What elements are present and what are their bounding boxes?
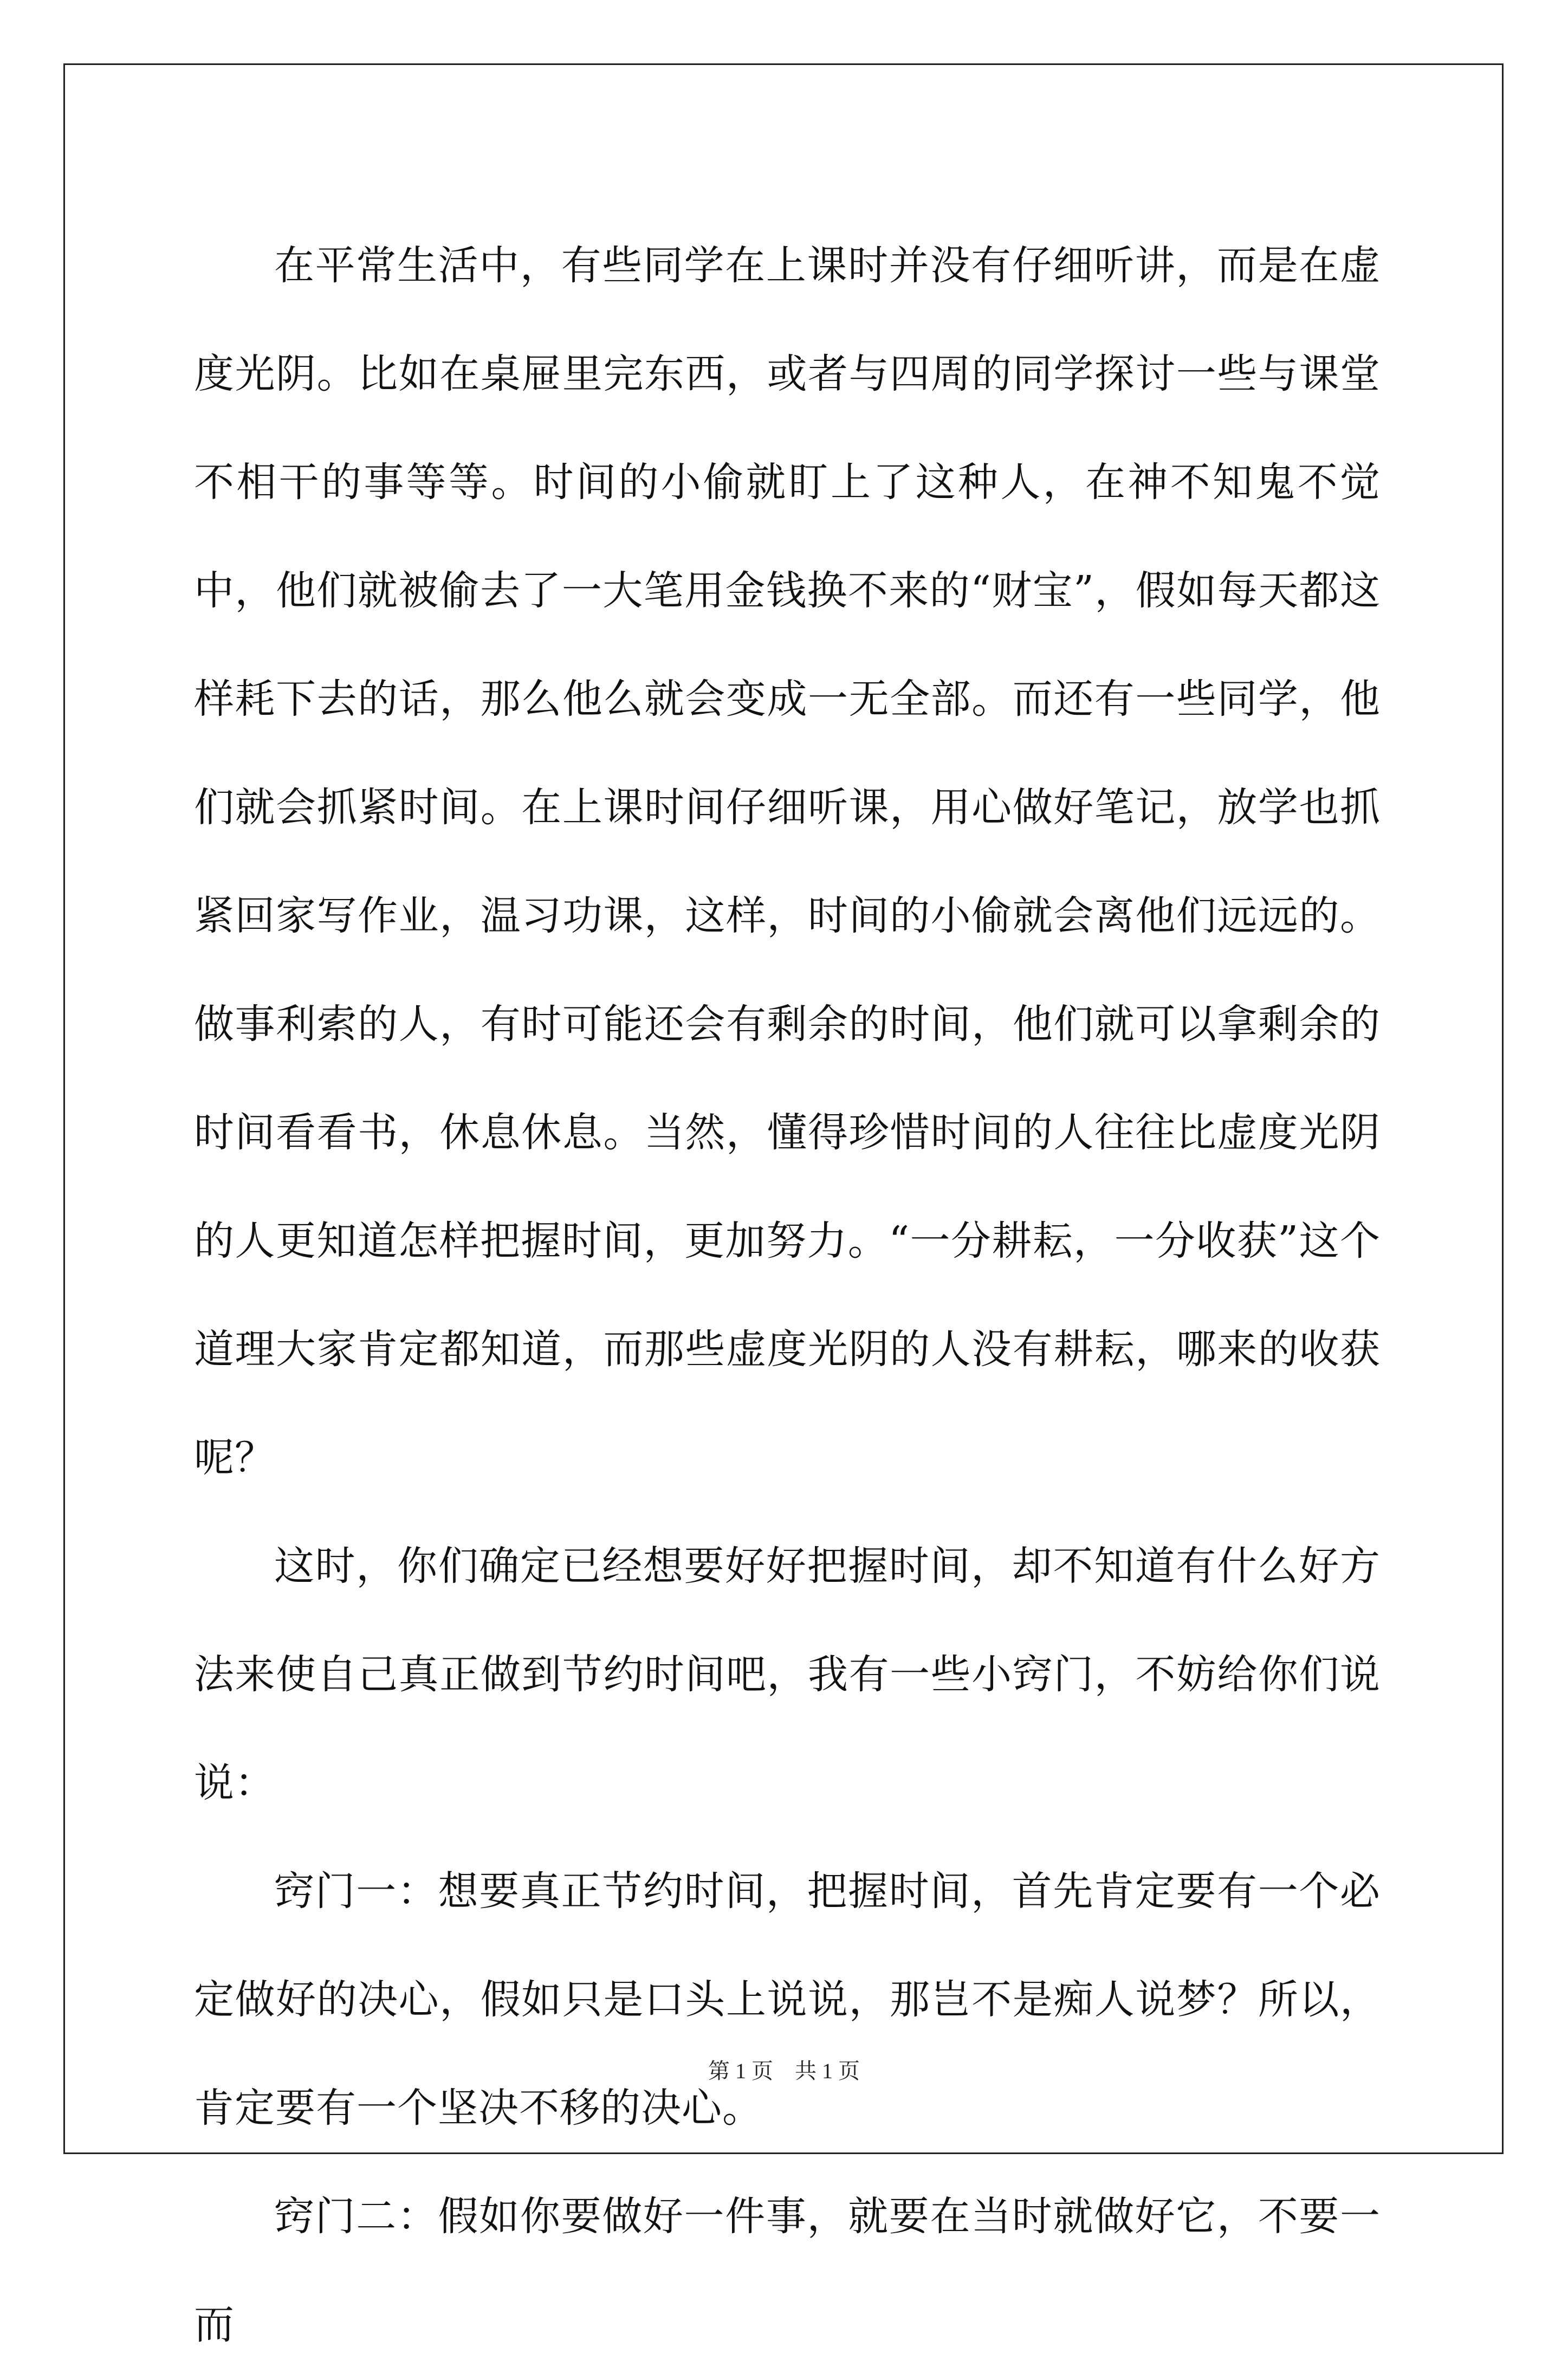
paragraph-4: 窍门二：假如你要做好一件事，就要在当时就做好它，不要一而 — [194, 2193, 1381, 2348]
paragraph-2: 这时，你们确定已经想要好好把握时间，却不知道有什么好方法来使自己真正做到节约时间吧，我有一些小窍门，不妨给你们说说： — [194, 1543, 1381, 1806]
page-footer: 第 1 页 共 1 页 — [708, 2059, 860, 2083]
paragraph-3: 窍门一：想要真正节约时间，把握时间，首先肯定要有一个必定做好的决心，假如只是口头上说说，那岂不是痴人说梦？所以，肯定要有一个坚决不移的决心。 — [194, 1868, 1381, 2131]
paragraph-1: 在平常生活中，有些同学在上课时并没有仔细听讲，而是在虚度光阴。比如在桌屉里完东西，或者与四周的同学探讨一些与课堂不相干的事等等。时间的小偷就盯上了这种人，在神不知鬼不觉中，他们就被偷去了一大笔用金钱换不来的“财宝”，假如每天都这样耗下去的话，那么他么就会变成一无全部。而还有一些同学，他们就会抓紧时间。在上课时间仔细听课，用心做好笔记，放学也抓紧回家写作业，温习功课，这样，时间的小偷就会离他们远远的。做事利索的人，有时可能还会有剩余的时间，他们就可以拿剩余的时间看看书，休息休息。当然，懂得珍惜时间的人往往比虚度光阴的人更知道怎样把握时间，更加努力。“一分耕耘，一分收获”这个道理大家肯定都知道，而那些虚度光阴的人没有耕耘，哪来的收获呢？ — [194, 242, 1381, 1481]
